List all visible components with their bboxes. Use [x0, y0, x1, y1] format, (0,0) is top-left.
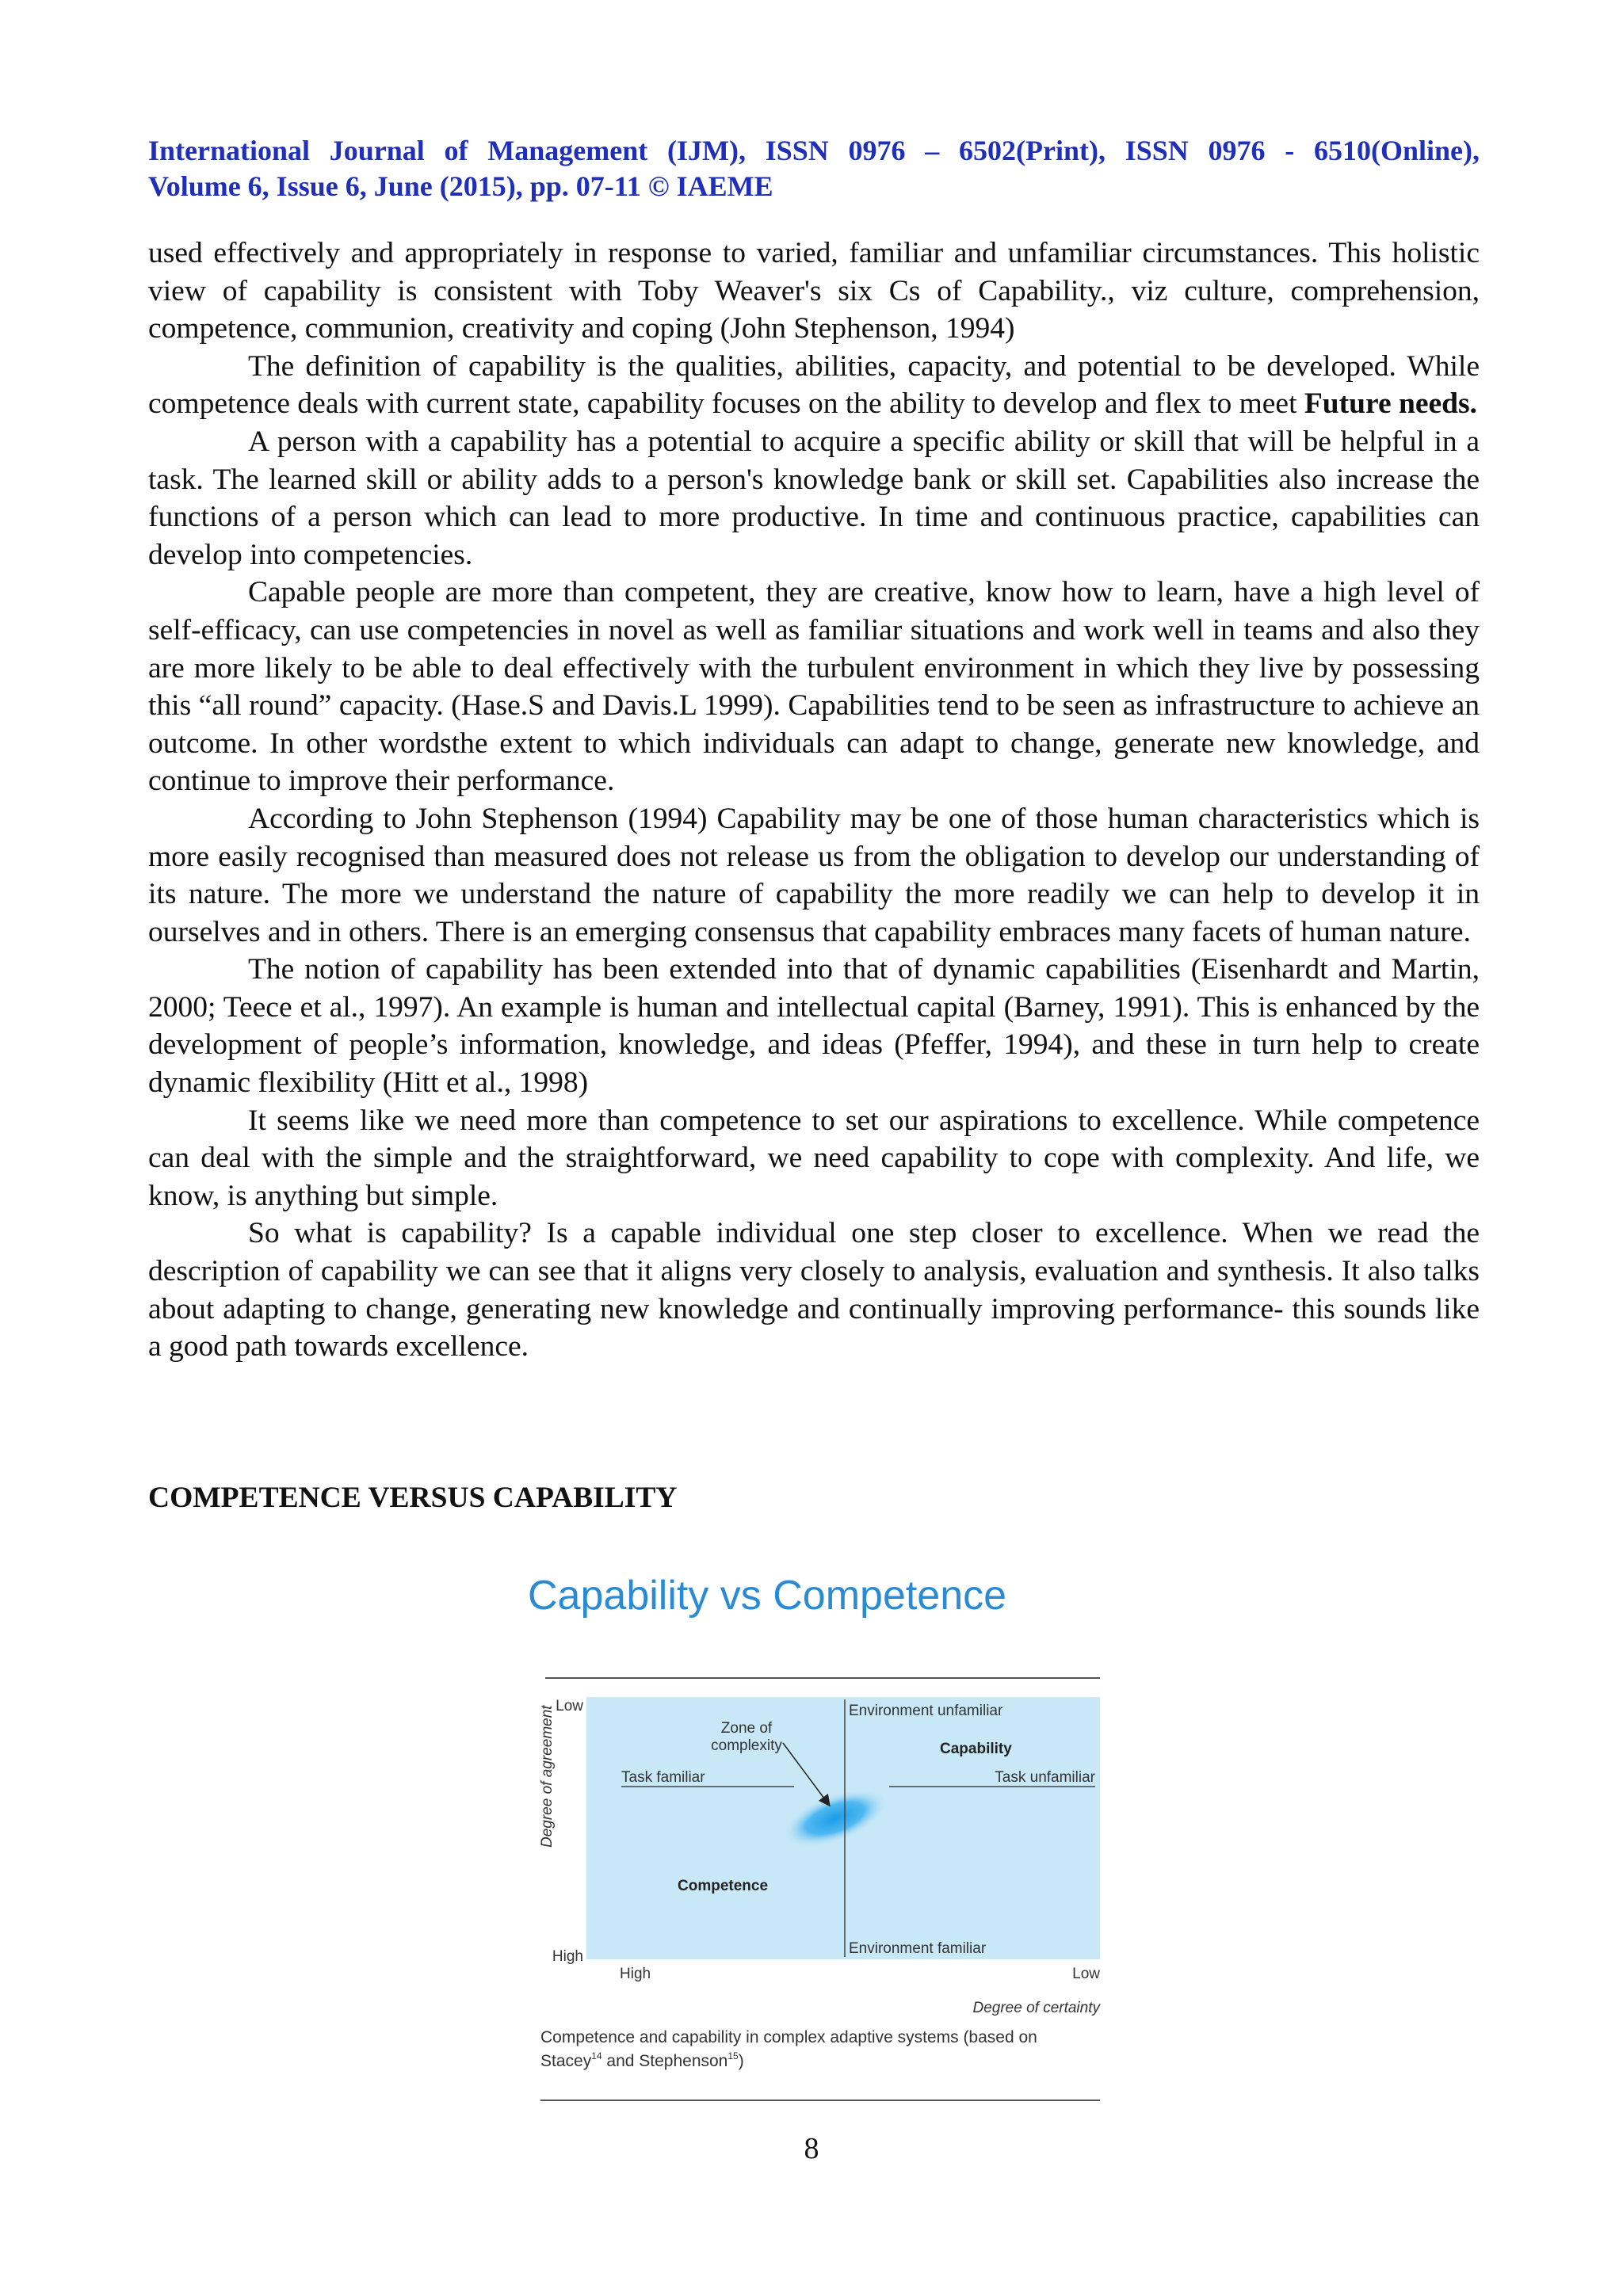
caption-close: ) — [738, 2052, 744, 2070]
body-text — [148, 235, 1480, 1366]
capability-label: Capability — [940, 1741, 1012, 1757]
page-number: 8 — [804, 2132, 819, 2165]
journal-header — [148, 133, 1480, 204]
env-familiar-label: Environment familiar — [849, 1940, 987, 1957]
task-familiar-label: Task familiar — [621, 1769, 705, 1786]
zone-label-line-1: Zone of — [720, 1720, 773, 1737]
paragraph-6: The notion of capability has been extended into that of dynamic capabilities (Eisenhardt and Martin, 2000; Teece et al., 1997). An example is human and intellectual capital (Barney, 1991). This is enhanced by the development of people’s information, knowledge, and ideas (Pfeffer, 1994), and these in turn help to create dynamic flexibility (Hitt et al., 1998) — [148, 953, 1480, 1100]
paragraph-2 — [148, 348, 1480, 423]
journal-header-line-1: International Journal of Management (IJM), ISSN 0976 – 6502(Print), ISSN 0976 - 6510(Online), — [148, 135, 1480, 166]
caption-ref-14: 14 — [591, 2050, 602, 2061]
y-axis-label: Degree of agreement — [539, 1705, 556, 1848]
competence-label: Competence — [678, 1878, 769, 1894]
capability-vs-competence-figure — [485, 1549, 1151, 2119]
task-unfamiliar-label: Task unfamiliar — [995, 1769, 1095, 1786]
figure-title: Capability vs Competence — [528, 1573, 1007, 1619]
env-unfamiliar-label: Environment unfamiliar — [849, 1703, 1003, 1719]
zone-label-line-2: complexity — [711, 1737, 782, 1754]
caption-ref-15: 15 — [727, 2050, 739, 2061]
figure-caption-line-1: Competence and capability in complex adaptive systems (based on — [540, 2028, 1037, 2046]
caption-and-stephenson: and Stephenson — [601, 2052, 728, 2070]
paragraph-2-text: The definition of capability is the qualities, abilities, capacity, and potential to be developed. While competence deals with current state, capability focuses on the ability to develop and flex to meet — [148, 349, 1480, 421]
x-low-label: Low — [1072, 1966, 1100, 1982]
paragraph-5: According to John Stephenson (1994) Capability may be one of those human characteristics which is more easily recognised than measured does not release us from the obligation to develop our understanding of its nature. The more we understand the nature of capability the more readily we can help to develop it in ourselves and in others. There is an emerging consensus that capability embraces many facets of human nature. — [148, 802, 1480, 948]
caption-stacey: Stacey — [540, 2052, 592, 2070]
x-high-label: High — [620, 1966, 651, 1982]
figure-caption-line-2 — [540, 2050, 744, 2070]
y-low-label: Low — [556, 1698, 583, 1714]
paragraph-2-bold: Future needs. — [1304, 387, 1477, 421]
paragraph-4: Capable people are more than competent, they are creative, know how to learn, have a high level of self-efficacy, can use competencies in novel as well as familiar situations and work well in teams and also they are more likely to be able to deal effectively with the turbulent environment in which they live by possessing this “all round” capacity. (Hase.S and Davis.L 1999). Capabilities tend to be seen as infrastructure to achieve an outcome. In other wordsthe extent to which individuals can adapt to change, generate new knowledge, and continue to improve their performance. — [148, 576, 1480, 798]
y-high-label: High — [552, 1948, 583, 1965]
paragraph-3: A person with a capability has a potential to acquire a specific ability or skill that will be helpful in a task. The learned skill or ability adds to a person's knowledge bank or skill set. Capabilities also increase the functions of a person which can lead to more productive. In time and continuous practice, capabilities can develop into competencies. — [148, 425, 1480, 571]
section-heading: COMPETENCE VERSUS CAPABILITY — [148, 1482, 678, 1514]
journal-header-line-2: Volume 6, Issue 6, June (2015), pp. 07-11 © IAEME — [148, 170, 773, 202]
paragraph-1: used effectively and appropriately in response to varied, familiar and unfamiliar circumstances. This holistic view of capability is consistent with Toby Weaver's six Cs of Capability., viz culture, comprehension, competence, communion, creativity and coping (John Stephenson, 1994) — [148, 237, 1480, 345]
paragraph-8: So what is capability? Is a capable individual one step closer to excellence. When we read the description of capability we can see that it aligns very closely to analysis, evaluation and synthesis. It also talks about adapting to change, generating new knowledge and continually improving performance- this sounds like a good path towards excellence. — [148, 1217, 1480, 1363]
x-axis-label: Degree of certainty — [972, 2000, 1100, 2016]
paragraph-7: It seems like we need more than competence to set our aspirations to excellence. While competence can deal with the simple and the straightforward, we need capability to cope with complexity. And life, we know, is anything but simple. — [148, 1104, 1480, 1212]
